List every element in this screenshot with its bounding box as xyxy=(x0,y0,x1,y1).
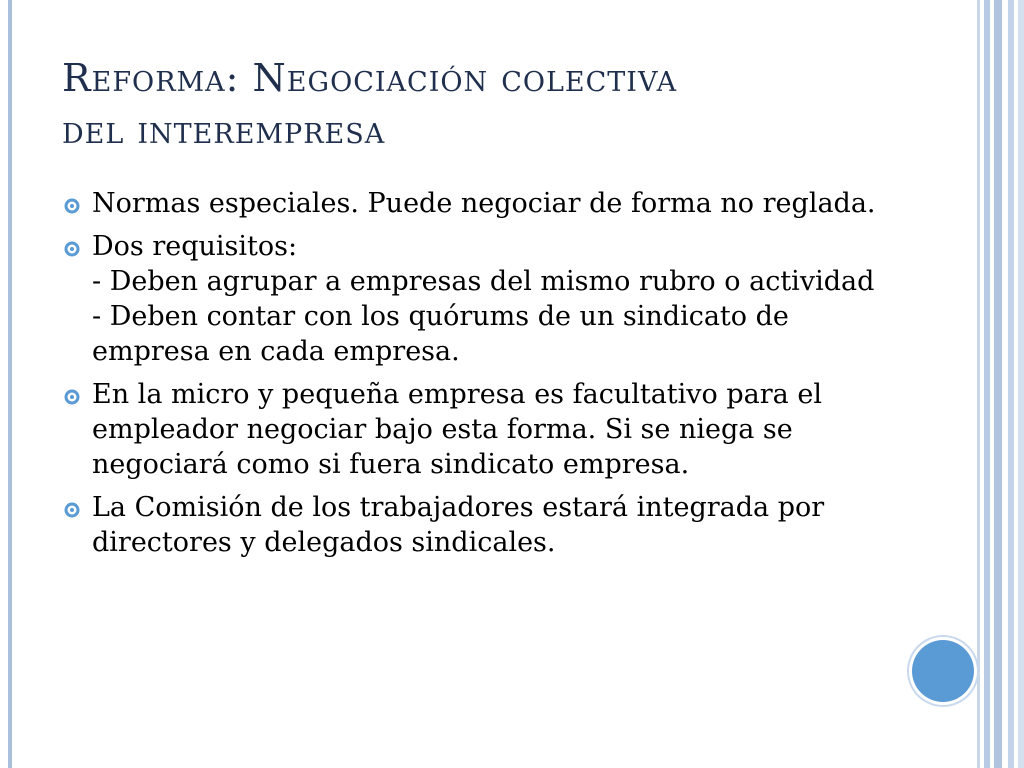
decorative-circle xyxy=(912,640,974,702)
list-item xyxy=(62,186,882,221)
stripe xyxy=(994,0,1002,768)
bullet-subline: - Deben agrupar a empresas del mismo rubro o actividad xyxy=(92,266,875,297)
bullet-text: Normas especiales. Puede negociar de forma no reglada. xyxy=(92,188,876,219)
bullet-subline: - Deben contar con los quórums de un sindicato de empresa en cada empresa. xyxy=(92,301,789,367)
bullet-text: La Comisión de los trabajadores estará integrada por directores y delegados sindicales. xyxy=(92,492,825,558)
slide-title xyxy=(62,52,912,156)
list-item xyxy=(62,490,882,560)
title-line-1: Reforma: Negociación colectiva xyxy=(62,56,678,100)
bullet-text: Dos requisitos: xyxy=(92,231,298,262)
title-line-2: del interempresa xyxy=(62,108,386,152)
left-border-line xyxy=(8,0,12,768)
bullet-list xyxy=(62,186,882,568)
circle-bullet-icon xyxy=(64,198,80,214)
stripe xyxy=(984,0,990,768)
list-item xyxy=(62,377,882,482)
stripe xyxy=(977,0,980,768)
circle-bullet-icon xyxy=(64,389,80,405)
right-decorative-stripes xyxy=(976,0,1024,768)
stripe xyxy=(1018,0,1024,768)
circle-bullet-icon xyxy=(64,241,80,257)
circle-bullet-icon xyxy=(64,502,80,518)
bullet-text: En la micro y pequeña empresa es facultativo para el empleador negociar bajo esta forma. Si se niega se negociará como si fuera sindicato empresa. xyxy=(92,379,822,480)
stripe xyxy=(1008,0,1014,768)
list-item xyxy=(62,229,882,369)
